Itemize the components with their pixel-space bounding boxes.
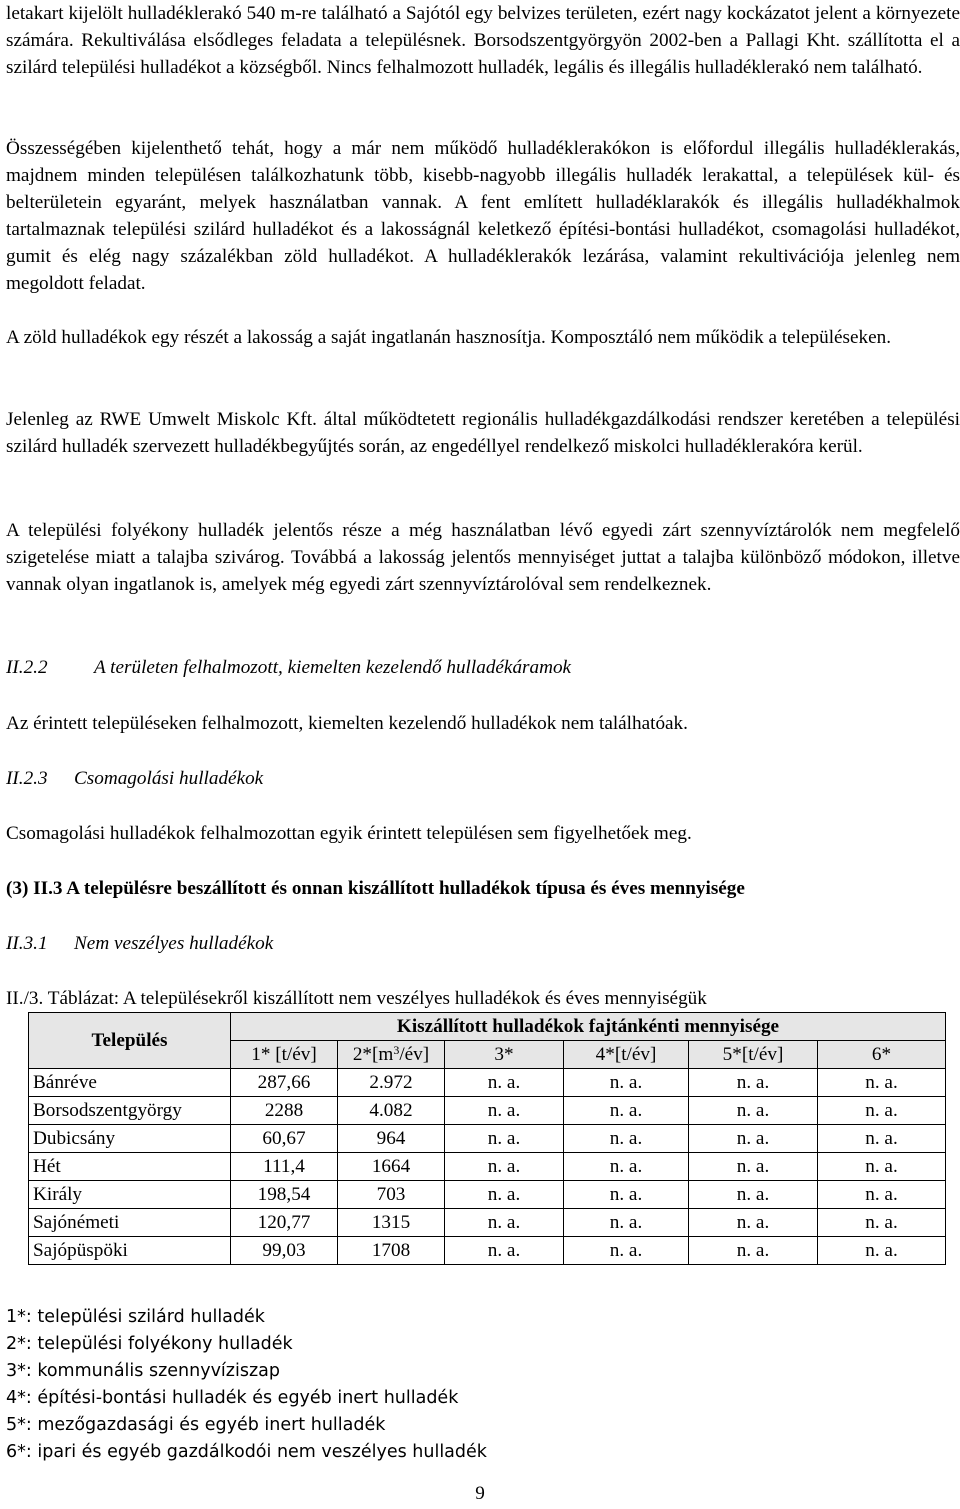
table-row: Hét 111,4 1664 n. a. n. a. n. a. n. a. <box>29 1153 946 1181</box>
heading-text: Nem veszélyes hulladékok <box>74 933 274 954</box>
heading-number: II.3.1 <box>6 933 48 954</box>
header-col-4: 4*[t/év] <box>564 1041 689 1069</box>
table-row: Király 198,54 703 n. a. n. a. n. a. n. a. <box>29 1181 946 1209</box>
waste-table <box>28 1012 946 1265</box>
table-row: Dubicsány 60,67 964 n. a. n. a. n. a. n. a. <box>29 1125 946 1153</box>
paragraph-packaging: Csomagolási hulladékok felhalmozottan egyik érintett településen sem figyelhetőek meg. <box>6 823 692 844</box>
header-col-2: $2*[m^3/év]$ <box>338 1041 445 1069</box>
legend-item: 1*: települési szilárd hulladék <box>6 1307 265 1327</box>
heading-accumulated-waste <box>6 654 571 681</box>
legend-item: 6*: ipari és egyéb gazdálkodói nem veszélyes hulladék <box>6 1442 487 1462</box>
table-caption: II./3. Táblázat: A településekről kiszállított nem veszélyes hulladékok és éves mennyiségük <box>6 988 707 1009</box>
heading-text: A területen felhalmozott, kiemelten kezelendő hulladékáramok <box>94 657 572 678</box>
heading-number: II.2.3 <box>6 768 48 789</box>
heading-number: II.2.2 <box>6 657 48 678</box>
paragraph-no-hazardous: Az érintett településeken felhalmozott, kiemelten kezelendő hulladékok nem találhatóak. <box>6 713 688 734</box>
table-row: Sajónémeti 120,77 1315 n. a. n. a. n. a. n. a. <box>29 1209 946 1237</box>
heading-text: Csomagolási hulladékok <box>74 768 264 789</box>
paragraph-green-waste: A zöld hulladékok egy részét a lakosság a saját ingatlanán hasznosítja. Komposztáló nem működik a településeken. <box>6 327 892 348</box>
header-col-3: 3* <box>445 1041 564 1069</box>
page-number: 9 <box>475 1483 485 1504</box>
header-col-1: 1* [t/év] <box>231 1041 338 1069</box>
paragraph-summary: Összességében kijelenthető tehát, hogy a már nem működő hulladéklerakókon is előfordul illegális hulladéklerakás, majdnem minden településen találkozhatunk több, kisebb-nagyobb illegális hulladék lerakattal, a települések kül- és belterületein egyaránt, melyek használatban vannak. A fent említett hulladéklarakók és illegális hulladékhalmok tartalmaznak települési szilárd hulladékot és a lakosságnál keletkező építési-bontási hulladékot, csomagolási hulladékot, gumit és elég nagy százalékban zöld hulladékot. A hulladéklerakók lezárása, valamint rekultivációja jelenleg nem megoldott feladat. <box>6 138 960 294</box>
paragraph-rwe-system: Jelenleg az RWE Umwelt Miskolc Kft. által működtetett regionális hulladékgazdálkodási rendszer keretében a települési szilárd hulladék szervezett hulladékbegyűjtés során, az engedéllyel rendelkező miskolci hulladéklerakóra kerül. <box>6 409 960 457</box>
table-row: Bánréve 287,66 2.972 n. a. n. a. n. a. n. a. <box>29 1069 946 1097</box>
legend-item: 2*: települési folyékony hulladék <box>6 1334 293 1354</box>
header-group: Kiszállított hulladékok fajtánkénti mennyisége <box>231 1013 946 1041</box>
header-settlement: Település <box>29 1013 231 1069</box>
table-row: Sajópüspöki 99,03 1708 n. a. n. a. n. a. n. a. <box>29 1237 946 1265</box>
table-row: Borsodszentgyörgy 2288 4.082 n. a. n. a. n. a. n. a. <box>29 1097 946 1125</box>
heading-packaging-waste <box>6 765 263 792</box>
table-legend <box>6 1304 487 1466</box>
header-col-5: 5*[t/év] <box>689 1041 818 1069</box>
legend-item: 4*: építési-bontási hulladék és egyéb inert hulladék <box>6 1388 459 1408</box>
header-col-6: 6* <box>818 1041 946 1069</box>
heading-non-hazardous <box>6 930 273 957</box>
heading-text: 3 A településre beszállított és onnan kiszállított hulladékok típusa és éves mennyisége <box>52 878 745 899</box>
heading-waste-types <box>6 875 745 902</box>
paragraph-landfill-status: letakart kijelölt hulladéklerakó 540 m-re található a Sajótól egy belvizes területen, ezért nagy kockázatot jelent a környezete számára. Rekultiválása elsődleges feladata a településnek. Borsodszentgyörgyön 2002-ben a Pallagi Kht. szállította el a szilárd települési hulladékot a községből. Nincs felhalmozott hulladék, legális és illegális hulladéklerakó nem található. <box>6 3 960 78</box>
legend-item: 3*: kommunális szennyvíziszap <box>6 1361 280 1381</box>
legend-item: 5*: mezőgazdasági és egyéb inert hulladék <box>6 1415 386 1435</box>
paragraph-liquid-waste: A települési folyékony hulladék jelentős része a még használatban lévő egyedi zárt szennyvíztárolók nem megfelelő szigetelése miatt a talajba szivárog. Továbbá a lakosság jelentős mennyiséget juttat a talajba különböző módokon, illetve vannak olyan ingatlanok is, amelyek még egyedi zárt szennyvíztárolóval sem rendelkeznek. <box>6 520 960 595</box>
heading-prefix: (3) II. <box>6 878 53 899</box>
